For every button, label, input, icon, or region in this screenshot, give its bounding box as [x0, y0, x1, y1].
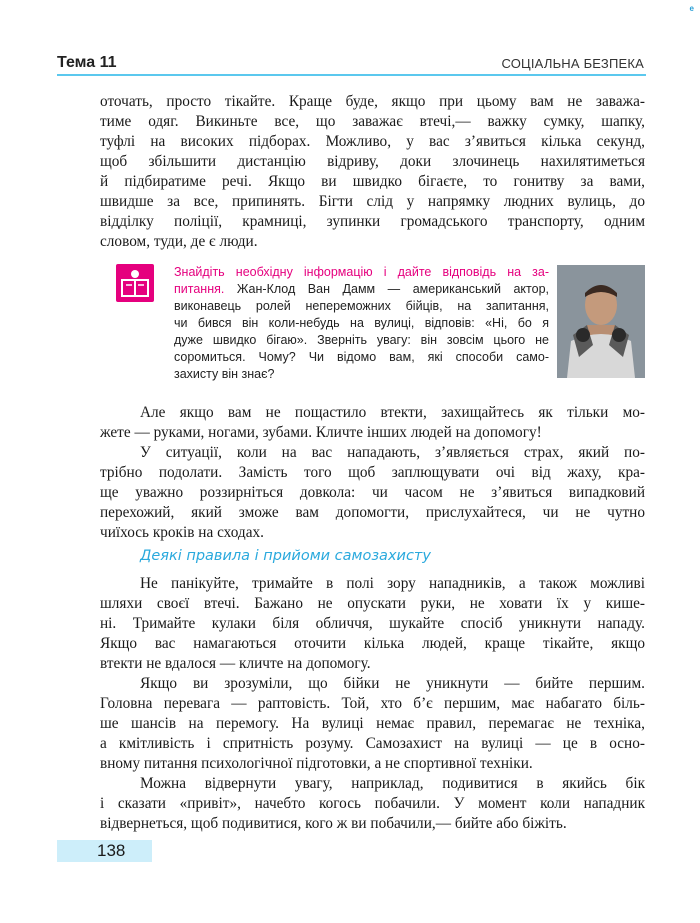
- text-line: Не панікуйте, тримайте в полі зору нападників, а також можливі: [140, 575, 645, 592]
- task-line: соромиться. Чому? Чи відомо вам, які способи само-: [174, 350, 549, 364]
- text-line: туфлі на високих підборах. Можливо, у вас з’явиться кілька секунд,: [100, 133, 645, 150]
- text-line: а кмітливість і спритність розуму. Самозахист на вулиці — це в осно-: [100, 735, 645, 752]
- topic-label: Тема 11: [57, 54, 117, 71]
- text-line: і сказати «привіт», начебто когось побачили. У момент коли нападник: [100, 795, 645, 812]
- text-line: оточать, просто тікайте. Краще буде, якщо при цьому вам не заважа-: [100, 93, 645, 110]
- text-line: ше шансів на перемогу. На вулиці немає правил, перемагає не техніка,: [100, 715, 645, 732]
- text-line: щоб збільшити дистанцію відриву, доки злочинець нахилятиметься: [100, 153, 645, 170]
- task-text: Жан-Клод Ван Дамм — американський актор,: [224, 282, 549, 296]
- task-highlight-word: питання.: [174, 282, 225, 296]
- task-line: захисту він знає?: [174, 367, 275, 381]
- text-line: словом, туди, де є люди.: [100, 233, 258, 250]
- section-title: СОЦІАЛЬНА БЕЗПЕКА: [501, 56, 644, 71]
- text-line: перехожий, який зможе вам допомогти, прислухайтеся, чи не чутно: [100, 504, 645, 521]
- page-number: 138: [97, 841, 126, 860]
- text-line: Але якщо вам не пощастило втекти, захищайтесь як тільки мо-: [140, 404, 645, 421]
- text-line: відділку поліції, крамниці, зупинки громадського транспорту, одним: [100, 213, 645, 230]
- text-line: трібно подолати. Замість того щоб заплющувати очі від жаху, кра-: [100, 464, 645, 481]
- text-line: відвернеться, щоб подивитися, кого ж ви побачили,— бийте або біжіть.: [100, 815, 567, 832]
- text-line: ще уважно роззирніться довкола: чи часом не з’явиться випадковий: [100, 484, 645, 501]
- header-rule: [57, 74, 646, 76]
- text-line: шляхи своєї втечі. Бажано не опускати руки, не ховати їх у кише-: [100, 595, 645, 612]
- actor-photo: [557, 265, 645, 378]
- task-line: чи бився він коли-небудь на вулиці, відповів: «Ні, бо я: [174, 316, 549, 330]
- text-line: жете — руками, ногами, зубами. Кличте інших людей на допомогу!: [100, 424, 542, 441]
- text-line: швидше за все, припинять. Бігти слід у напрямку людних вулиць, до: [100, 193, 645, 210]
- task-line: дуже швидко бігаю». Зверніть увагу: він зовсім цього не: [174, 333, 549, 347]
- section-subheading: Деякі правила і прийоми самозахисту: [140, 548, 431, 564]
- task-line: виконавець ролей непереможних бійців, на запитання,: [174, 299, 549, 313]
- text-line: ні. Тримайте кулаки біля обличчя, шукайте спосіб уникнути нападу.: [100, 615, 645, 632]
- task-highlight-line: Знайдіть необхідну інформацію і дайте відповідь на за-: [174, 265, 549, 279]
- text-line: Можна відвернути увагу, наприклад, подивитися в якийсь бік: [140, 775, 645, 792]
- book-reading-icon: [116, 264, 154, 302]
- text-line: Якщо вас намагаються оточити кілька людей, краще тікайте, якщо: [100, 635, 645, 652]
- text-line: Головна перевага — раптовість. Той, хто б’є першим, має набагато біль-: [100, 695, 645, 712]
- text-line: втекти не вдалося — кличте на допомогу.: [100, 655, 371, 672]
- publisher-logo: e: [689, 4, 694, 13]
- page-header: [57, 50, 646, 76]
- text-line: тиме одяг. Викиньте все, що заважає втечі,— важку сумку, шапку,: [100, 113, 645, 130]
- task-line: [174, 281, 549, 298]
- text-line: Якщо ви зрозуміли, що бійки не уникнути — бийте першим.: [140, 675, 645, 692]
- text-line: У ситуації, коли на вас нападають, з’являється страх, який по-: [140, 444, 645, 461]
- text-line: вному питання психологічної підготовки, а не спортивної техніки.: [100, 755, 533, 772]
- text-line: чиїхось кроків на сходах.: [100, 524, 264, 541]
- text-line: й підбиратиме речі. Якщо ви швидко бігаєте, то гонитву за вами,: [100, 173, 645, 190]
